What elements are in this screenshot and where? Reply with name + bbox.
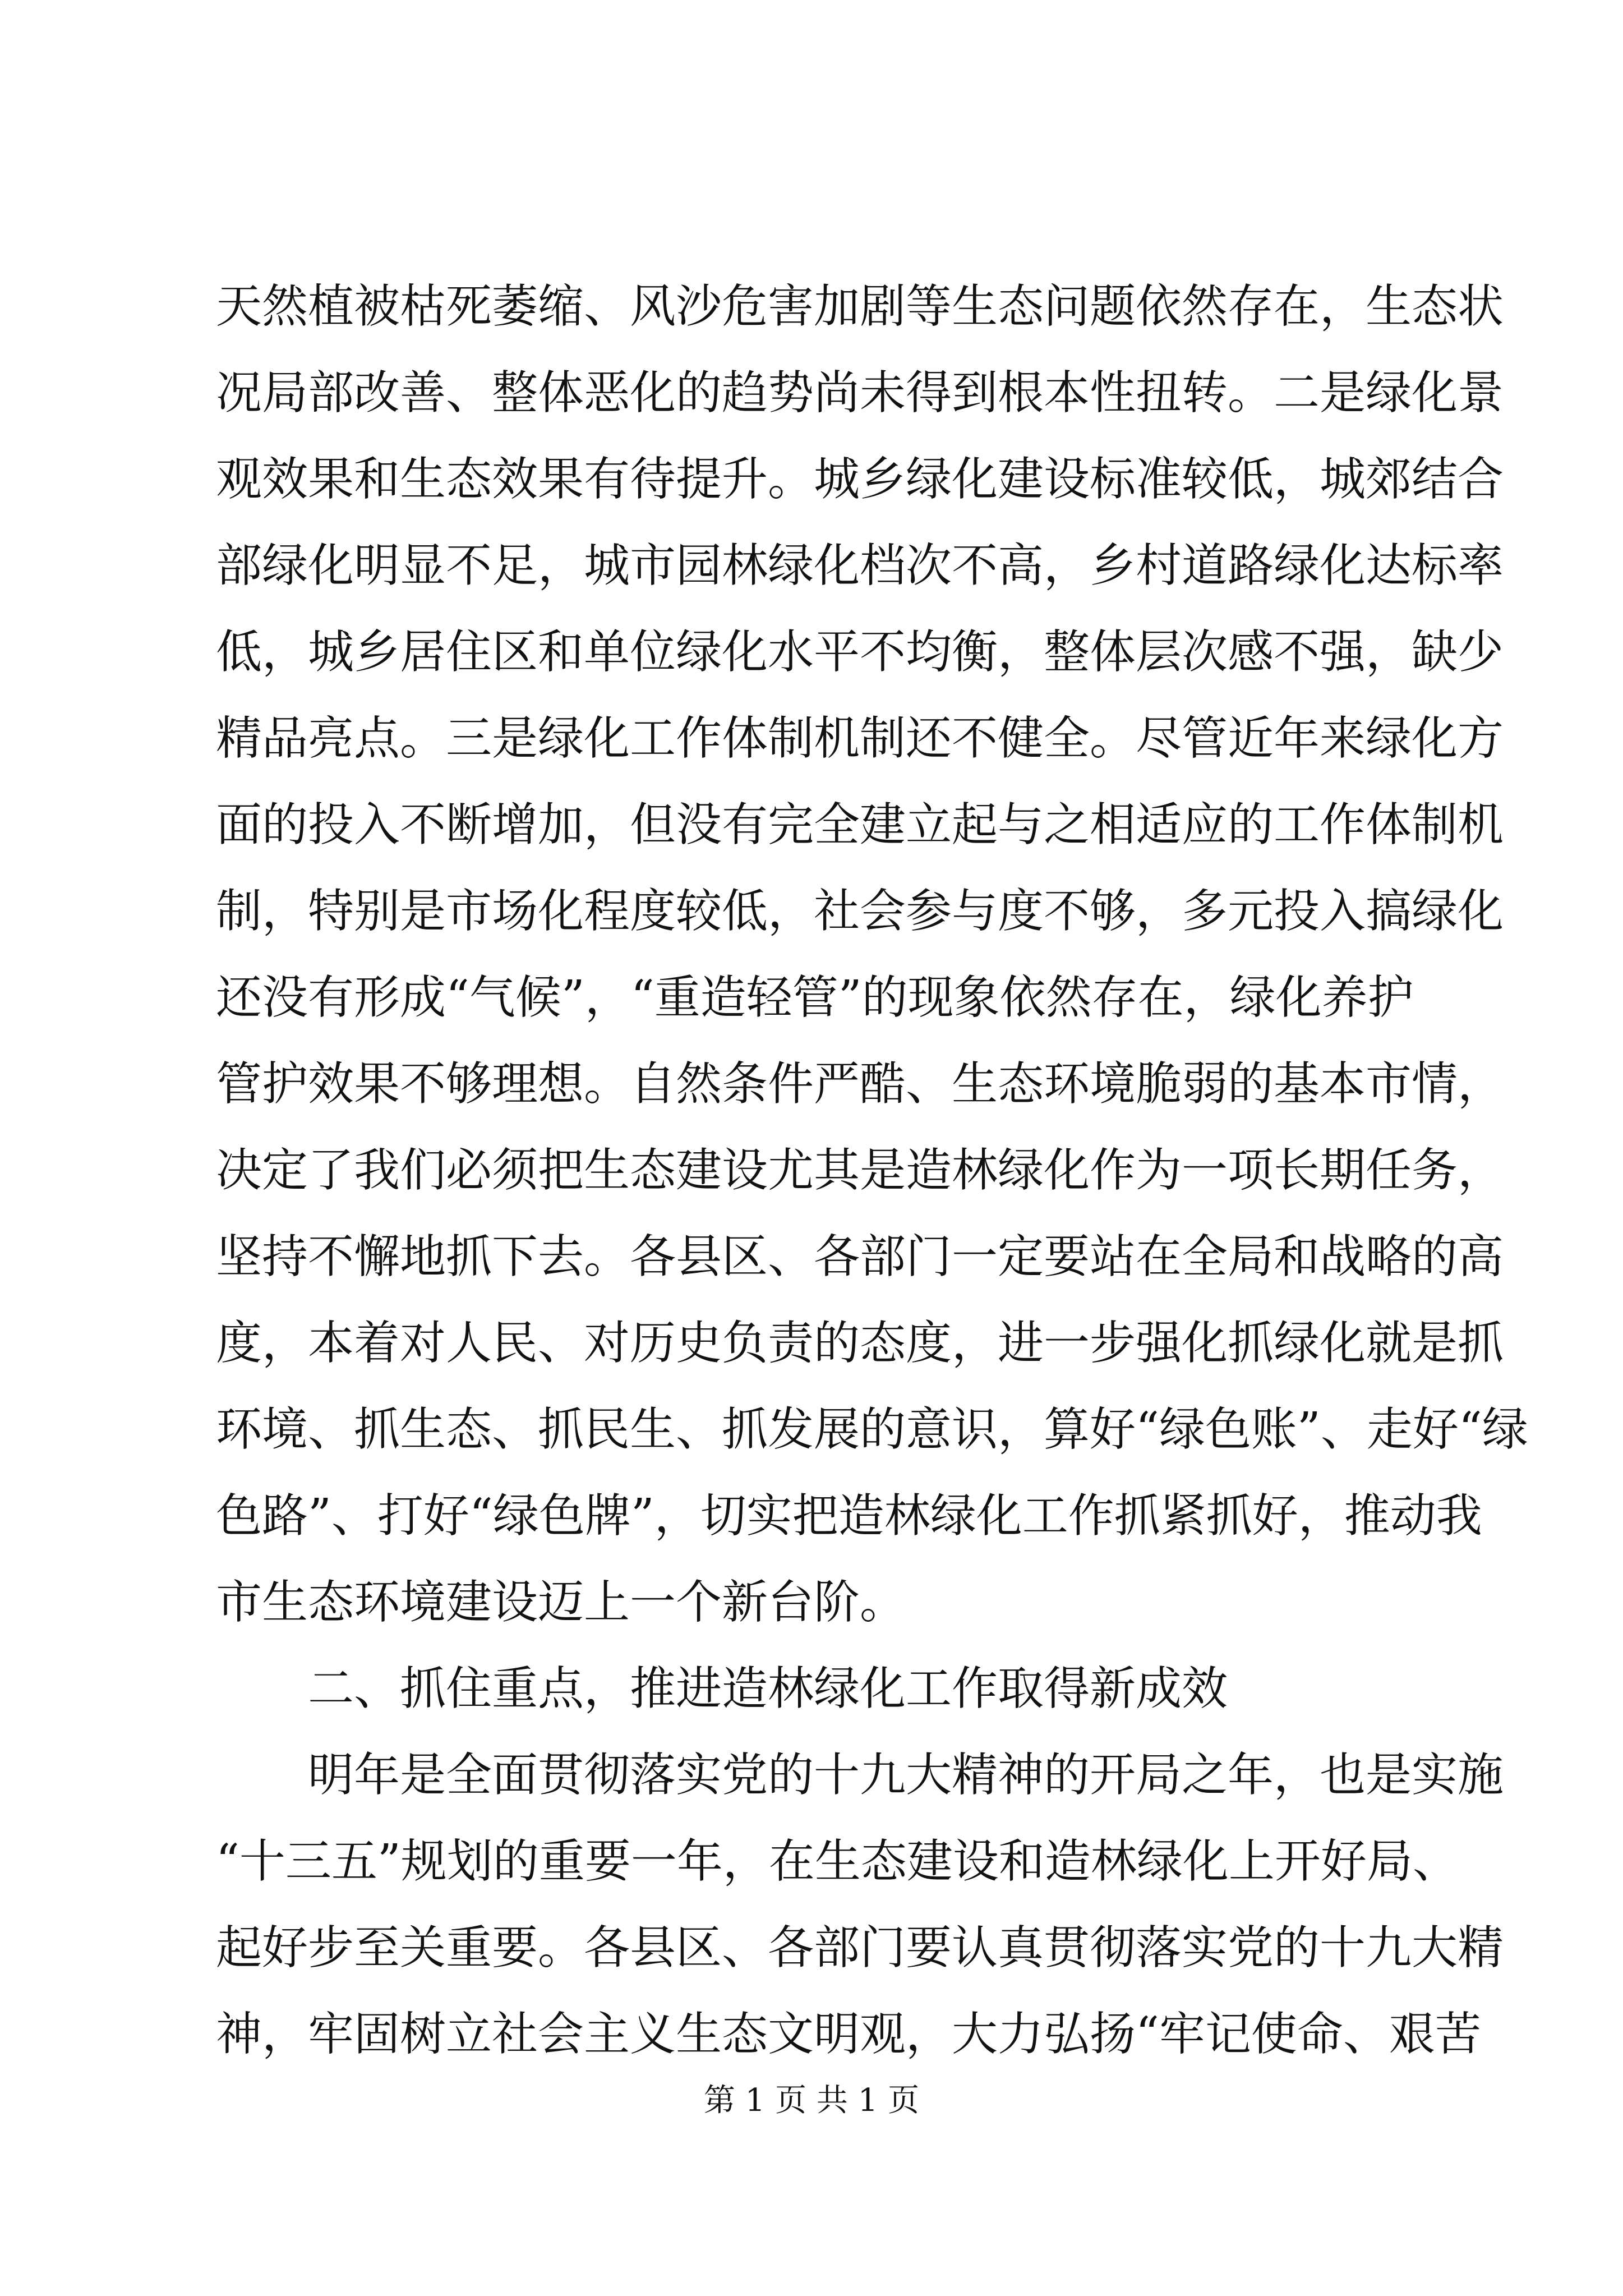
document-body bbox=[216, 264, 1528, 2078]
section-heading: 二、抓住重点，推进造林绿化工作取得新成效 bbox=[216, 1662, 1228, 1715]
text-line: “十三五”规划的重要一年，在生态建设和造林绿化上开好局、 bbox=[216, 1835, 1459, 1888]
text-line: 面的投入不断增加，但没有完全建立起与之相适应的工作体制机 bbox=[216, 798, 1504, 852]
text-line: 明年是全面贯彻落实党的十九大精神的开局之年，也是实施 bbox=[216, 1749, 1504, 1802]
text-line: 坚持不懈地抓下去。各县区、各部门一定要站在全局和战略的高 bbox=[216, 1230, 1504, 1283]
text-line: 还没有形成“气候”，“重造轻管”的现象依然存在，绿化养护 bbox=[216, 971, 1414, 1024]
text-line: 神，牢固树立社会主义生态文明观，大力弘扬“牢记使命、艰苦 bbox=[216, 2008, 1481, 2061]
text-line: 天然植被枯死萎缩、风沙危害加剧等生态问题依然存在，生态状 bbox=[216, 280, 1504, 333]
text-line: 况局部改善、整体恶化的趋势尚未得到根本性扭转。二是绿化景 bbox=[216, 366, 1504, 420]
text-line: 管护效果不够理想。自然条件严酷、生态环境脆弱的基本市情， bbox=[216, 1057, 1504, 1111]
text-line: 度，本着对人民、对历史负责的态度，进一步强化抓绿化就是抓 bbox=[216, 1317, 1504, 1370]
text-line: 市生态环境建设迈上一个新台阶。 bbox=[216, 1576, 906, 1629]
text-line: 色路”、打好“绿色牌”，切实把造林绿化工作抓紧抓好，推动我 bbox=[216, 1489, 1482, 1543]
text-line: 制，特别是市场化程度较低，社会参与度不够，多元投入搞绿化 bbox=[216, 885, 1504, 938]
text-line: 精品亮点。三是绿化工作体制机制还不健全。尽管近年来绿化方 bbox=[216, 712, 1504, 765]
page-footer: 第 1 页 共 1 页 bbox=[703, 2082, 920, 2119]
text-line: 环境、抓生态、抓民生、抓发展的意识，算好“绿色账”、走好“绿 bbox=[216, 1403, 1528, 1456]
text-line: 低，城乡居住区和单位绿化水平不均衡，整体层次感不强，缺少 bbox=[216, 625, 1504, 679]
text-line: 决定了我们必须把生态建设尤其是造林绿化作为一项长期任务， bbox=[216, 1144, 1504, 1197]
text-line: 观效果和生态效果有待提升。城乡绿化建设标准较低，城郊结合 bbox=[216, 453, 1504, 506]
text-line: 起好步至关重要。各县区、各部门要认真贯彻落实党的十九大精 bbox=[216, 1921, 1504, 1975]
text-line: 部绿化明显不足，城市园林绿化档次不高，乡村道路绿化达标率 bbox=[216, 539, 1504, 592]
